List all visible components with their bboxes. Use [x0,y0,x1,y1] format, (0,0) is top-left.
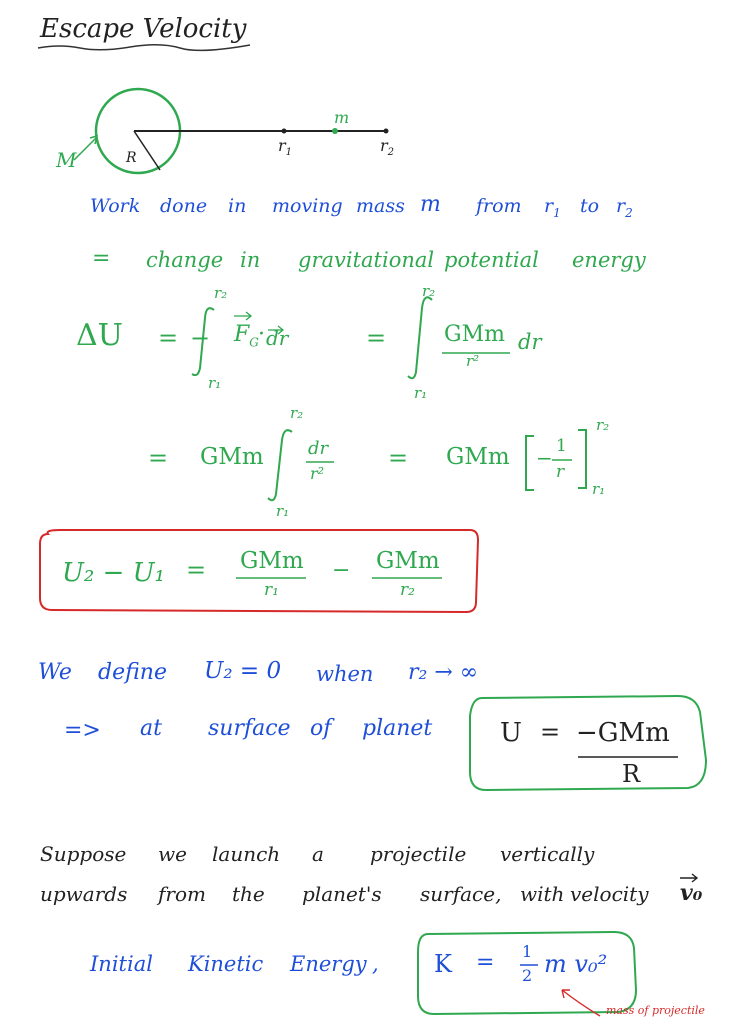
kinetic-k: K [434,950,452,978]
word: m [420,192,441,217]
r2-point [384,129,389,134]
u2-zero: U₂ = 0 [204,658,282,684]
dot-operator: · [258,322,265,347]
integral-lower: r₁ [208,374,222,392]
word: with [520,882,565,906]
word: mass [356,195,405,217]
integral-sign [408,297,432,378]
word: done [160,195,208,217]
word: in [240,248,261,272]
word: vertically [500,842,595,866]
word: define [98,660,167,685]
integral-lower: r₁ [414,384,428,402]
word: upwards [40,882,128,906]
integral-sign [268,430,292,500]
fraction-denominator: r² [310,464,325,483]
comma: , [372,952,379,976]
integral-lower: r₁ [276,502,290,520]
word: gravitational [298,248,435,272]
word: Work [90,195,141,217]
potential-u: U [500,718,522,748]
implies-arrow: => [64,718,101,743]
word: from [158,882,206,906]
fraction-denominator: r₂ [400,580,415,600]
fraction-numerator: dr [308,438,329,459]
fraction-numerator: −GMm [576,718,670,748]
word: $r_2$ [616,195,633,220]
word: We [38,660,72,685]
limit-upper: r₂ [596,416,610,434]
r2-label: $r_2$ [380,136,395,159]
word: energy [572,248,646,272]
word: moving [272,195,343,217]
word: planet's [302,882,382,906]
word: planet [362,716,433,741]
equals-sign: = [540,718,561,746]
word: Suppose [40,842,127,866]
word: Initial [90,952,153,976]
right-bracket [578,430,586,488]
mass-point [332,128,338,134]
dr-vector: dr [266,326,289,350]
integral-upper: r₂ [214,284,228,302]
minus-sign: − [190,324,211,352]
gmm: GMm [200,444,264,470]
u-difference: U₂ − U₁ [62,558,165,588]
equals-sign: = [476,950,495,975]
minus-sign: − [536,446,553,470]
title-underline [38,45,250,51]
m-arrow [74,138,96,160]
mass-note: mass of projectile [606,1004,705,1017]
equals-sign: = [148,444,169,472]
fraction-denominator: r [556,462,565,482]
delta-u: ΔU [76,318,123,353]
r1-point [282,129,287,134]
mass-m-label: m [334,108,350,127]
word: surface [208,716,291,741]
equals-sign: = [388,444,409,472]
word: of [310,716,332,741]
equals-sign: = [186,556,207,584]
word: a [312,842,324,866]
minus-sign: − [332,558,351,583]
velocity-v0: v₀ [680,880,703,906]
word: velocity [570,882,649,906]
word: when [316,662,374,686]
word: projectile [370,842,467,866]
integral-upper: r₂ [422,282,436,300]
fraction-numerator: GMm [240,548,304,574]
word: we [158,842,187,866]
left-bracket [526,436,534,490]
mv-squared: m v₀² [544,950,608,978]
force-vector: $F_G$ [234,322,259,350]
fraction-numerator: GMm [444,322,505,347]
fraction-denominator: r₁ [264,580,279,600]
equals-sign: = [92,246,111,271]
word: to [580,195,600,217]
word: launch [212,842,281,866]
word: from [476,195,522,217]
word: Energy [290,952,367,976]
r2-infinity: r₂ → ∞ [408,660,479,685]
word: the [232,882,265,906]
word: change [146,248,224,272]
fraction-denominator: r² [466,352,480,370]
word: at [140,716,162,741]
r1-label: $r_1$ [278,136,293,159]
page-title: Escape Velocity [40,14,247,44]
word: in [228,195,247,217]
fraction-numerator: GMm [376,548,440,574]
fraction-numerator: 1 [556,436,567,456]
word: surface, [420,882,502,906]
radius-label: R [126,150,137,166]
limit-lower: r₁ [592,480,606,498]
radius-line [134,131,160,170]
equals-sign: = [366,324,387,352]
word: potential [444,248,539,272]
word: Kinetic [188,952,264,976]
integral-upper: r₂ [290,404,304,422]
differential: dr [518,330,542,354]
word: $r_1$ [544,195,561,220]
vector-arrow [234,312,251,320]
mass-M-label: M [56,148,77,172]
equals-sign: = [158,324,179,352]
gmm: GMm [446,444,510,470]
fraction-denominator: R [622,760,641,788]
fraction-numerator: 1 [522,942,533,961]
fraction-denominator: 2 [522,966,533,985]
